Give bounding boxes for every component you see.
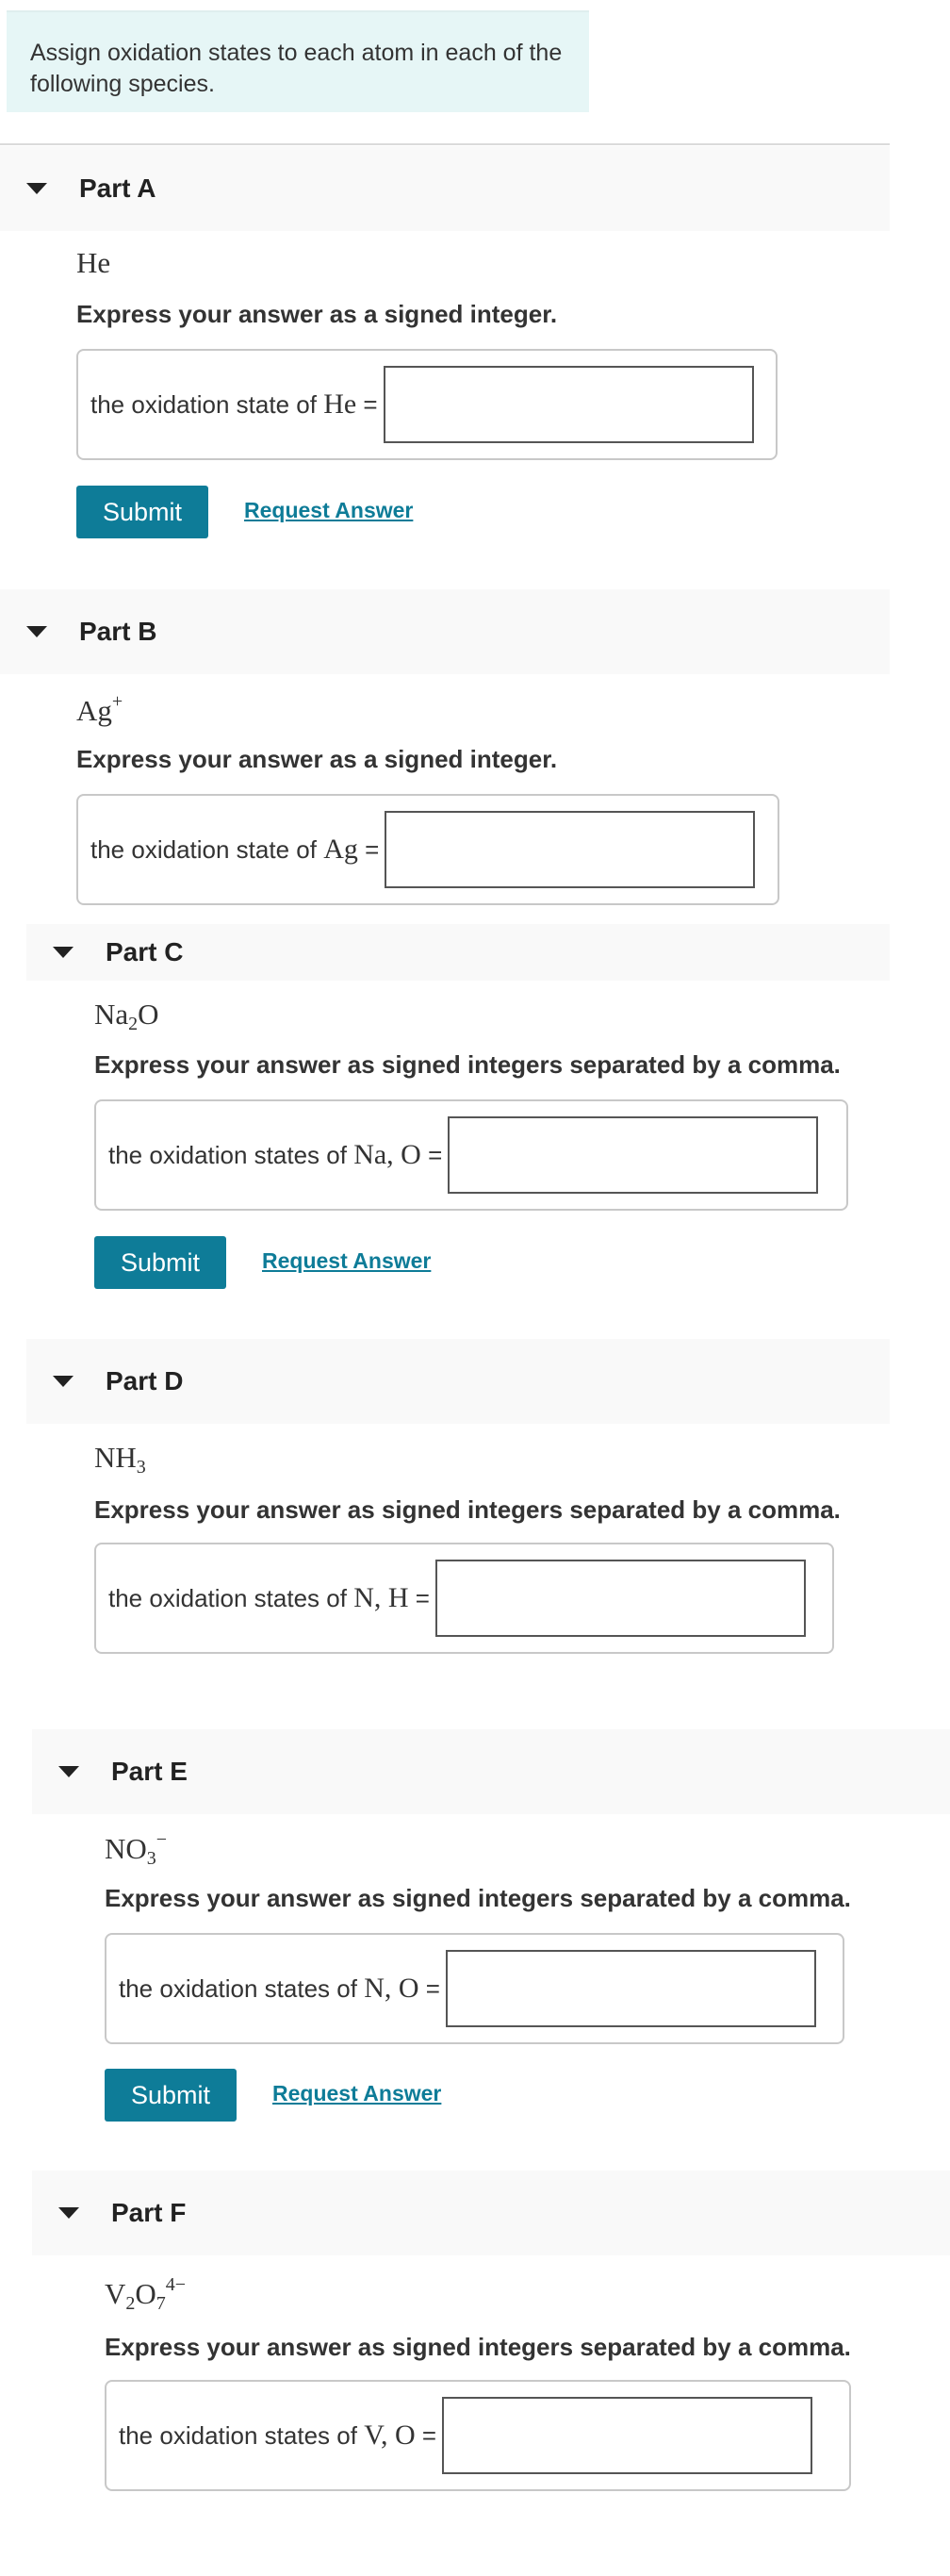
part-e-submit-button[interactable]: Submit <box>105 2069 237 2122</box>
part-c-answer-input[interactable] <box>448 1116 818 1194</box>
part-d-header[interactable] <box>26 1339 890 1424</box>
part-b-prompt: the oxidation state of Ag = <box>90 834 380 865</box>
part-d-prompt: the oxidation states of N, H = <box>108 1582 430 1613</box>
part-f-answer-box <box>105 2380 851 2491</box>
part-e-header[interactable] <box>32 1729 950 1814</box>
part-a-species: He <box>76 246 111 279</box>
part-a-answer-box <box>76 349 778 460</box>
part-f-answer-input[interactable] <box>442 2397 812 2474</box>
part-b-instruction: Express your answer as a signed integer. <box>76 745 558 773</box>
part-f-title: Part F <box>111 2198 187 2227</box>
part-c-prompt: the oxidation states of Na, O = <box>108 1139 443 1170</box>
part-e-instruction: Express your answer as signed integers separated by a comma. <box>105 1884 851 1912</box>
caret-down-icon[interactable] <box>58 1766 79 1777</box>
part-b-species: Ag+ <box>76 691 123 727</box>
part-d-species: $NH_3$ <box>94 1441 146 1478</box>
part-a-title: Part A <box>79 173 156 203</box>
part-c-submit-button[interactable]: Submit <box>94 1236 226 1289</box>
caret-down-icon[interactable] <box>53 947 74 958</box>
part-e-answer-box <box>105 1933 844 2044</box>
caret-down-icon[interactable] <box>26 626 47 637</box>
divider <box>0 143 890 145</box>
part-a-submit-button[interactable]: Submit <box>76 486 208 538</box>
part-a-answer-input[interactable] <box>384 366 754 443</box>
caret-down-icon[interactable] <box>53 1376 74 1387</box>
part-b-answer-box <box>76 794 779 905</box>
part-a-header[interactable] <box>0 146 890 231</box>
part-c-instruction: Express your answer as signed integers separated by a comma. <box>94 1050 841 1079</box>
caret-down-icon[interactable] <box>58 2207 79 2219</box>
part-b-header[interactable] <box>0 589 890 674</box>
part-a-instruction: Express your answer as a signed integer. <box>76 300 558 328</box>
part-a-request-answer-link[interactable]: Request Answer <box>244 498 414 522</box>
part-e-species: $NO_3^-$ <box>105 1829 168 1869</box>
part-c-answer-box <box>94 1099 848 1211</box>
part-f-header[interactable] <box>32 2171 950 2255</box>
part-f-species: $V_2O_7^{4-}$ <box>105 2274 187 2314</box>
part-c-species: $Na_2O$ <box>94 998 159 1034</box>
part-e-answer-input[interactable] <box>446 1950 816 2027</box>
caret-down-icon[interactable] <box>26 183 47 194</box>
part-a-prompt: the oxidation state of He = <box>90 388 378 420</box>
part-f-prompt: the oxidation states of V, O = <box>119 2419 437 2451</box>
instructions-panel <box>7 10 589 112</box>
part-e-title: Part E <box>111 1757 188 1786</box>
part-f-instruction: Express your answer as signed integers separated by a comma. <box>105 2333 851 2361</box>
part-d-title: Part D <box>106 1366 184 1395</box>
part-d-answer-box <box>94 1543 834 1654</box>
part-b-title: Part B <box>79 617 157 646</box>
part-c-request-answer-link[interactable]: Request Answer <box>262 1248 432 1273</box>
part-e-request-answer-link[interactable]: Request Answer <box>272 2081 442 2105</box>
part-d-answer-input[interactable] <box>435 1560 806 1637</box>
part-b-answer-input[interactable] <box>385 811 755 888</box>
part-c-header[interactable] <box>26 924 890 981</box>
part-c-title: Part C <box>106 937 184 966</box>
instructions-text: Assign oxidation states to each atom in each of the following species. <box>30 40 563 97</box>
part-e-prompt: the oxidation states of N, O = <box>119 1973 440 2004</box>
part-d-instruction: Express your answer as signed integers separated by a comma. <box>94 1495 841 1524</box>
